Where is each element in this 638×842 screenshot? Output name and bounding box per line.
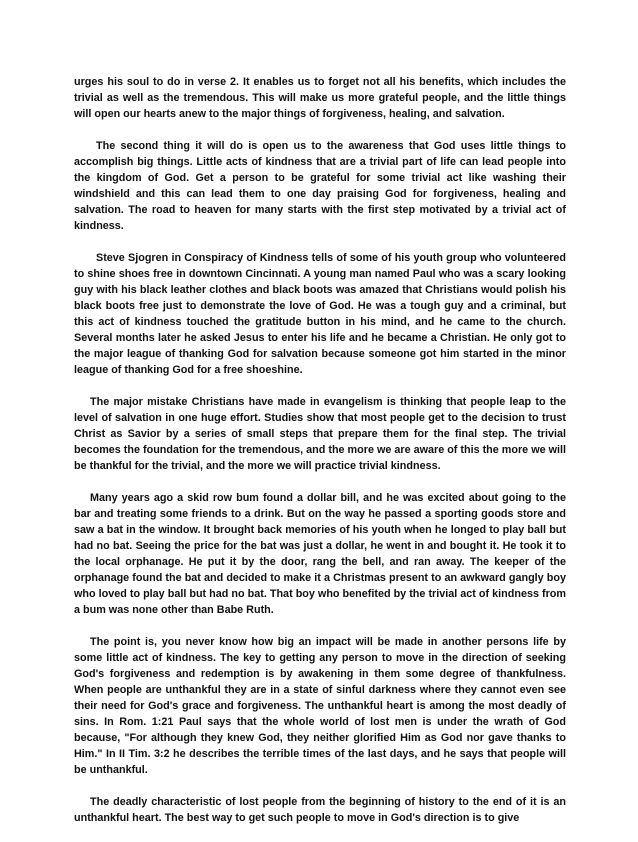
paragraph-4: The major mistake Christians have made in evangelism is thinking that people leap to the level of salvation in one huge effort. Studies show that most people get to the decision to trust Christ as Savior by a series of small steps that prepare them for the final step. The trivial becomes the foundation for the tremendous, and the more we are aware of this the more we will be thankful for the trivial, and the more we will practice trivial kindness.: [74, 396, 566, 472]
paragraph-3: Steve Sjogren in Conspiracy of Kindness tells of some of his youth group who volunteered to shine shoes free in downtown Cincinnati. A young man named Paul who was a scary looking guy with his black leather clothes and black boots was amazed that Christians would polish his black boots free just to demonstrate the love of God. He was a tough guy and a criminal, but this act of kindness touched the gratitude button in his mind, and he came to the church. Several months later he asked Jesus to enter his life and he became a Christian. He only got to the major league of thanking God for salvation because someone got him started in the minor league of thanking God for a free shoeshine.: [74, 252, 566, 376]
paragraph-5: Many years ago a skid row bum found a dollar bill, and he was excited about going to the bar and treating some friends to a drink. But on the way he passed a sporting goods store and saw a bat in the window. It brought back memories of his youth when he longed to play ball but had no bat. Seeing the price for the bat was just a dollar, he went in and bought it. He took it to the local orphanage. He put it by the door, rang the bell, and ran away. The keeper of the orphanage found the bat and decided to make it a Christmas present to an awkward gangly boy who loved to play ball but had no bat. That boy who benefited by the trivial act of kindness from a bum was none other than Babe Ruth.: [74, 492, 566, 616]
body-text: [74, 74, 566, 842]
paragraph-7: The deadly characteristic of lost people from the beginning of history to the end of it is an unthankful heart. The best way to get such people to move in God's direction is to give: [74, 796, 566, 824]
paragraph-1: urges his soul to do in verse 2. It enables us to forget not all his benefits, which includes the trivial as well as the tremendous. This will make us more grateful people, and the little things will open our hearts anew to the major things of forgiveness, healing, and salvation.: [74, 76, 566, 120]
paragraph-2: The second thing it will do is open us to the awareness that God uses little things to accomplish big things. Little acts of kindness that are a trivial part of life can lead people into the kingdom of God. Get a person to be grateful for some trivial act like washing their windshield and this can lead them to one day praising God for forgiveness, healing and salvation. The road to heaven for many starts with the first step motivated by a trivial act of kindness.: [74, 140, 566, 232]
paragraph-6: The point is, you never know how big an impact will be made in another persons life by some little act of kindness. The key to getting any person to move in the direction of seeking God's forgiveness and redemption is by awakening in them some degree of thankfulness. When people are unthankful they are in a state of sinful darkness where they cannot even see their need for God's grace and forgiveness. The unthankful heart is among the most deadly of sins. In Rom. 1:21 Paul says that the whole world of lost men is under the wrath of God because, "For although they knew God, they neither glorified Him as God nor gave thanks to Him." In II Tim. 3:2 he describes the terrible times of the last days, and he says that people will be unthankful.: [74, 636, 566, 776]
